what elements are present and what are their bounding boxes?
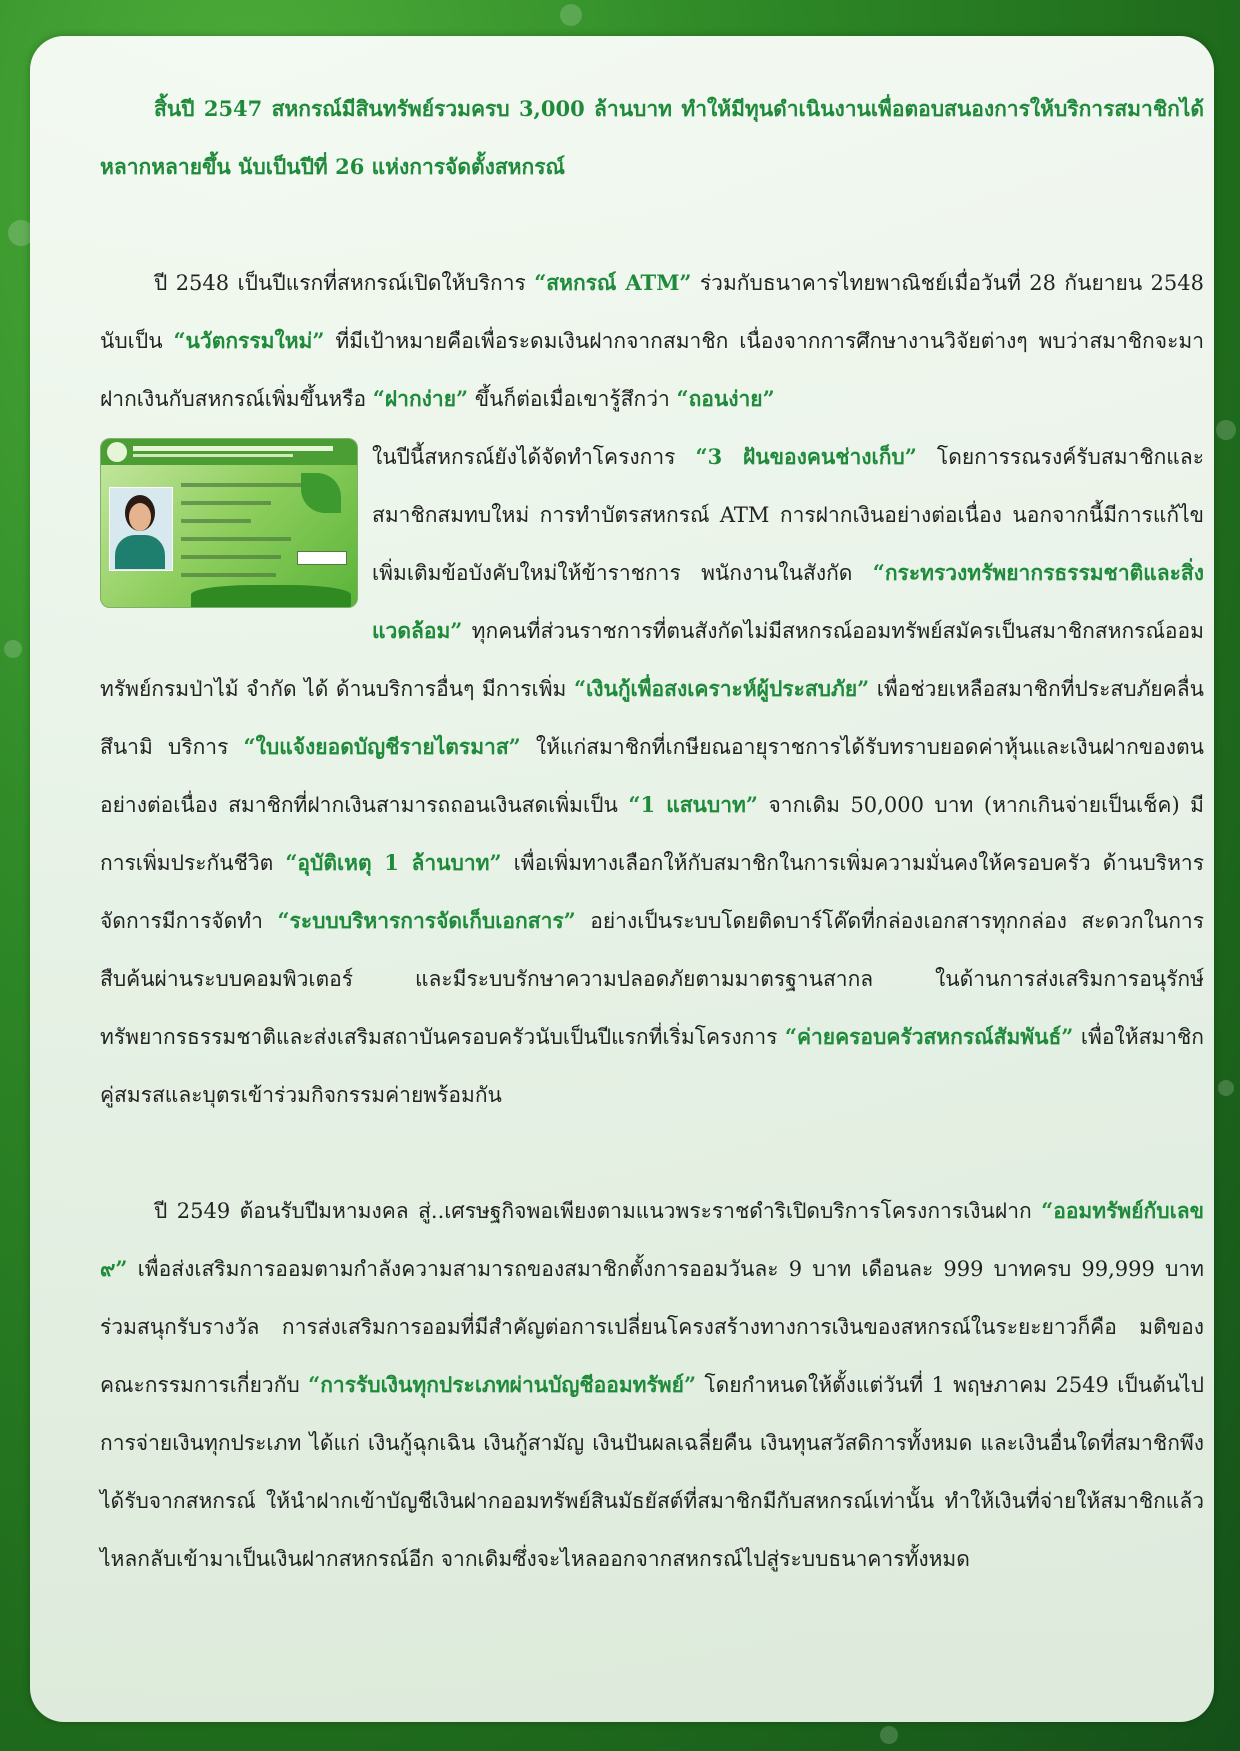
- card-info-line: [181, 573, 276, 577]
- leaf-decoration-icon: [301, 473, 341, 513]
- card-header: [101, 439, 357, 465]
- text-segment: จากเดิม 50,000 บาท (หากเกินจ่ายเป็นเช็ค) มีการเพิ่มประกันชีวิต: [100, 793, 1204, 875]
- highlight-segment: “กระทรวงทรัพยากรธรรมชาติและสิ่งแวดล้อม”: [372, 560, 1204, 643]
- highlight-segment: “ฝากง่าย”: [372, 386, 469, 411]
- text-segment: อย่างเป็นระบบโดยติดบาร์โค๊ดที่กล่องเอกสารทุกกล่อง สะดวกในการสืบค้นผ่านระบบคอมพิวเตอร์ และมีระบบรักษาความปลอดภัยตามมาตรฐานสากล ในด้านการส่งเสริมการอนุรักษ์ทรัพยากรธรรมชาติและส่งเสริมสถาบันครอบครัวนับเป็นปีแรกที่เริ่มโครงการ: [100, 909, 1204, 1049]
- highlight-segment: “ระบบบริหารการจัดเก็บเอกสาร”: [277, 908, 576, 933]
- leaf-decoration-icon: [191, 585, 351, 608]
- paragraph-text: สิ้นปี 2547 สหกรณ์มีสินทรัพย์รวมครบ 3,000 ล้านบาท ทำให้มีทุนดำเนินงานเพื่อตอบสนองการให้บริการสมาชิกได้หลากหลายขึ้น นับเป็นปีที่ 26 แห่งการจัดตั้งสหกรณ์: [100, 96, 1204, 179]
- card-header-text: [133, 446, 333, 451]
- highlight-segment: “ถอนง่าย”: [676, 386, 775, 411]
- content-panel: [30, 36, 1214, 1722]
- article-text: [100, 80, 1204, 1588]
- member-face: [129, 503, 151, 531]
- paragraph-2547: [100, 80, 1204, 196]
- paragraph-2548: [100, 254, 1204, 428]
- card-info-line: [181, 519, 251, 523]
- background-droplet: [4, 640, 22, 658]
- highlight-segment: “อุบัติเหตุ 1 ล้านบาท”: [285, 850, 502, 875]
- text-segment: โดยการรณรงค์รับสมาชิกและสมาชิกสมทบใหม่ การทำบัตรสหกรณ์ ATM การฝากเงินอย่างต่อเนื่อง นอกจากนี้มีการแก้ไขเพิ่มเติมข้อบังคับใหม่ให้ข้าราชการ พนักงานในสังกัด: [372, 445, 1204, 585]
- card-info-line: [181, 537, 291, 541]
- card-barcode: [297, 551, 347, 565]
- text-segment: เพื่อให้สมาชิก คู่สมรสและบุตรเข้าร่วมกิจกรรมค่ายพร้อมกัน: [100, 1025, 1204, 1107]
- text-segment: โดยกำหนดให้ตั้งแต่วันที่ 1 พฤษภาคม 2549 เป็นต้นไป การจ่ายเงินทุกประเภท ได้แก่ เงินกู้ฉุกเฉิน เงินกู้สามัญ เงินปันผลเฉลี่ยคืน เงินทุนสวัสดิการทั้งหมด และเงินอื่นใดที่สมาชิกพึงได้รับจากสหกรณ์ ให้นำฝากเข้าบัญชีเงินฝากออมทรัพย์สินมัธยัสต์ที่สมาชิกมีกับสหกรณ์เท่านั้น ทำให้เงินที่จ่ายให้สมาชิกแล้วไหลกลับเข้ามาเป็นเงินฝากสหกรณ์อีก จากเดิมซึ่งจะไหลออกจากสหกรณ์ไปสู่ระบบธนาคารทั้งหมด: [100, 1373, 1204, 1571]
- highlight-segment: “การรับเงินทุกประเภทผ่านบัญชีออมทรัพย์”: [308, 1372, 697, 1397]
- highlight-segment: “ออมทรัพย์กับเลข ๙”: [100, 1198, 1204, 1281]
- background-droplet: [880, 1726, 898, 1744]
- text-segment: ให้แก่สมาชิกที่เกษียณอายุราชการได้รับทราบยอดค่าหุ้นและเงินฝากของตนอย่างต่อเนื่อง สมาชิกที่ฝากเงินสามารถถอนเงินสดเพิ่มเป็น: [100, 735, 1204, 817]
- highlight-segment: “ใบแจ้งยอดบัญชีรายไตรมาส”: [243, 734, 521, 759]
- text-segment: ที่มีเป้าหมายคือเพื่อระดมเงินฝากจากสมาชิก เนื่องจากการศึกษางานวิจัยต่างๆ พบว่าสมาชิกจะมาฝากเงินกับสหกรณ์เพิ่มขึ้นหรือ: [100, 329, 1204, 411]
- background-droplet: [1216, 420, 1236, 440]
- text-segment: เพื่อเพิ่มทางเลือกให้กับสมาชิกในการเพิ่มความมั่นคงให้ครอบครัว ด้านบริหารจัดการมีการจัดทำ: [100, 851, 1204, 933]
- text-segment: ปี 2549 ต้อนรับปีมหามงคล สู่..เศรษฐกิจพอเพียงตามแนวพระราชดำริเปิดบริการโครงการเงินฝาก: [154, 1199, 1042, 1223]
- text-segment: ขึ้นก็ต่อเมื่อเขารู้สึกว่า: [468, 387, 677, 411]
- card-header-subtext: [133, 454, 293, 457]
- text-segment: ในปีนี้สหกรณ์ยังได้จัดทำโครงการ: [372, 445, 696, 469]
- highlight-segment: “1 แสนบาท”: [628, 792, 758, 817]
- highlight-segment: “เงินกู้เพื่อสงเคราะห์ผู้ประสบภัย”: [573, 676, 870, 701]
- background-droplet: [560, 4, 582, 26]
- card-info-line: [181, 555, 281, 559]
- highlight-segment: “นวัตกรรมใหม่”: [173, 328, 325, 353]
- card-info-line: [181, 501, 271, 505]
- text-segment: เพื่อส่งเสริมการออมตามกำลังความสามารถของสมาชิกตั้งการออมวันละ 9 บาท เดือนละ 999 บาทครบ 99,999 บาทร่วมสนุกรับรางวัล การส่งเสริมการออมที่มีสำคัญต่อการเปลี่ยนโครงสร้างทางการเงินของสหกรณ์ในระยะยาวก็คือ มติของคณะกรรมการเกี่ยวกับ: [100, 1257, 1204, 1397]
- highlight-segment: “สหกรณ์ ATM”: [534, 270, 692, 295]
- coop-logo-icon: [107, 442, 127, 462]
- highlight-segment: “ค่ายครอบครัวสหกรณ์สัมพันธ์”: [784, 1024, 1074, 1049]
- background-droplet: [1218, 1080, 1234, 1096]
- text-segment: ปี 2548 เป็นปีแรกที่สหกรณ์เปิดให้บริการ: [154, 271, 535, 295]
- text-segment: ร่วมกับธนาคารไทยพาณิชย์เมื่อวันที่ 28 กันยายน 2548 นับเป็น: [100, 271, 1205, 353]
- atm-card-image: [100, 438, 358, 608]
- member-body: [115, 535, 165, 569]
- highlight-segment: “3 ฝันของคนช่างเก็บ”: [695, 444, 917, 469]
- text-segment: เพื่อช่วยเหลือสมาชิกที่ประสบภัยคลื่นสึนามิ บริการ: [100, 677, 1204, 759]
- text-segment: ทุกคนที่ส่วนราชการที่ตนสังกัดไม่มีสหกรณ์ออมทรัพย์สมัครเป็นสมาชิกสหกรณ์ออมทรัพย์กรมป่าไม้ จำกัด ได้ ด้านบริการอื่นๆ มีการเพิ่ม: [100, 619, 1204, 701]
- paragraph-2549: [100, 1182, 1204, 1588]
- card-info-line: [181, 483, 301, 487]
